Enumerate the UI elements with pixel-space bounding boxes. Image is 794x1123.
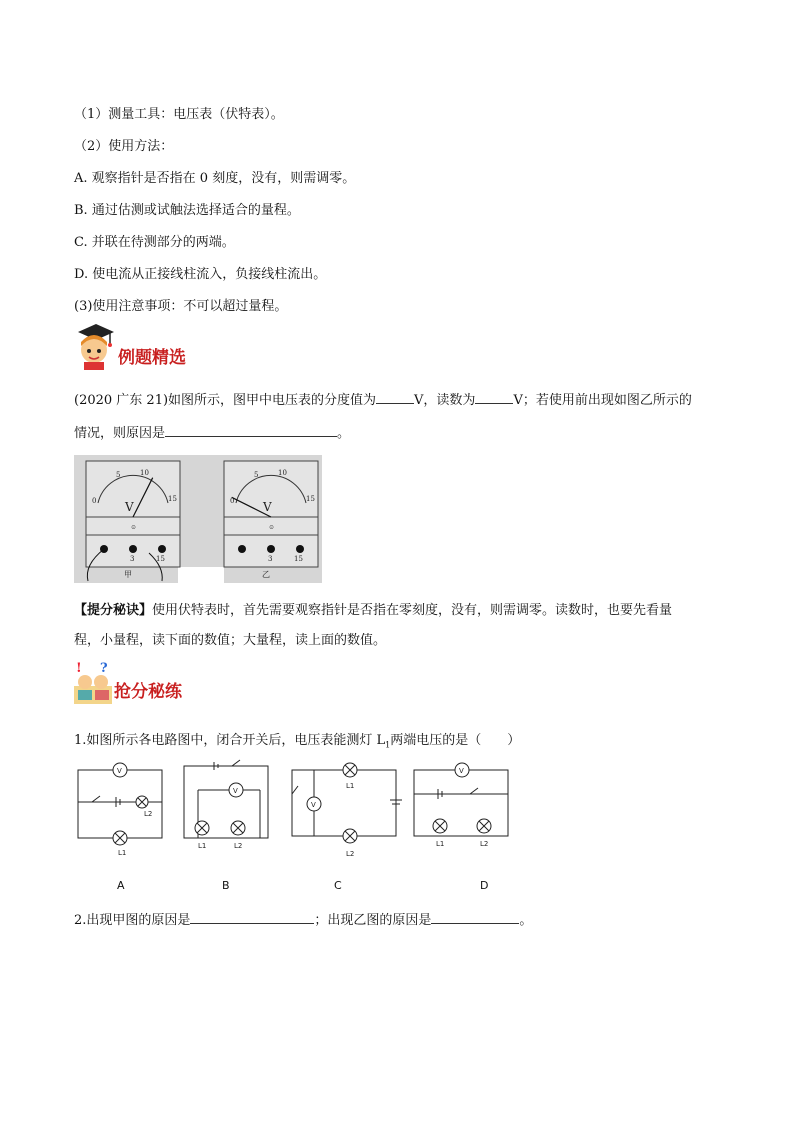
- tool-line: （1）测量工具：电压表（伏特表）。: [74, 107, 284, 122]
- scale-tick-label: 5: [116, 471, 121, 479]
- method-heading: （2）使用方法：: [74, 139, 174, 154]
- practice-question-2: 2.出现甲图的原因是 ；出现乙图的原因是 。: [74, 913, 533, 928]
- svg-text:⊙: ⊙: [269, 524, 275, 531]
- students-question-icon: [74, 660, 112, 704]
- circuit-diagrams: [74, 758, 514, 868]
- circuit-label: L1: [118, 849, 127, 857]
- terminal-label: 3: [130, 555, 135, 563]
- student-mascot-icon: [74, 322, 116, 370]
- caution-line: (3)使用注意事项：不可以超过量程。: [74, 299, 288, 314]
- svg-text:⊙: ⊙: [131, 524, 137, 531]
- example-question-line1: (2020 广东 21)如图所示，图甲中电压表的分度值为 V，读数为 V；若使用前出现如图乙所示的: [74, 393, 692, 408]
- option-d[interactable]: D: [480, 879, 489, 892]
- circuit-label: L2: [346, 850, 355, 858]
- practice-heading-title: 抢分秘练: [114, 682, 182, 702]
- scale-tick-label: 15: [306, 495, 315, 503]
- meter-caption: 甲: [124, 570, 132, 579]
- answer-blank[interactable]: [431, 911, 519, 924]
- answer-blank[interactable]: [475, 391, 513, 404]
- practice-heading: [74, 660, 182, 704]
- voltmeter-figure: [74, 455, 322, 583]
- terminal-label: 15: [156, 555, 165, 563]
- circuit-label: L1: [436, 840, 445, 848]
- answer-blank[interactable]: [376, 391, 414, 404]
- method-item-a: A. 观察指针是否指在 0 刻度，没有，则需调零。: [74, 171, 356, 186]
- voltmeter-right: [224, 461, 318, 579]
- circuit-b: [184, 760, 268, 838]
- voltmeter-left: [86, 461, 180, 581]
- circuit-label: L1: [198, 842, 207, 850]
- scale-tick-label: 10: [140, 469, 149, 477]
- method-item-b: B. 通过估测或试触法选择适合的量程。: [74, 203, 300, 218]
- option-c[interactable]: C: [334, 879, 342, 892]
- answer-blank[interactable]: [190, 911, 314, 924]
- circuit-label: V: [233, 787, 238, 795]
- scale-tick-label: 0: [230, 497, 235, 505]
- circuit-label: V: [117, 767, 122, 775]
- method-item-c: C. 并联在待测部分的两端。: [74, 235, 235, 250]
- meter-caption: 乙: [262, 570, 270, 579]
- svg-text:?: ?: [100, 661, 108, 676]
- method-item-d: D. 使电流从正接线柱流入，负接线柱流出。: [74, 267, 327, 282]
- terminal-label: 15: [294, 555, 303, 563]
- tip-label: 【提分秘诀】: [74, 603, 153, 618]
- voltmeter-symbol: V: [125, 500, 134, 514]
- tip-paragraph: 【提分秘诀】使用伏特表时，首先需要观察指针是否指在零刻度，没有，则需调零。读数时，也要先看量 程，小量程，读下面的数值；大量程，读上面的数值。: [74, 603, 673, 648]
- circuit-label: V: [311, 801, 316, 809]
- circuit-label: L2: [144, 810, 153, 818]
- scale-tick-label: 10: [278, 469, 287, 477]
- option-a[interactable]: A: [117, 879, 125, 892]
- option-b[interactable]: B: [222, 879, 230, 892]
- answer-blank[interactable]: [165, 424, 337, 437]
- scale-tick-label: 15: [168, 495, 177, 503]
- example-heading-title: 例题精选: [118, 348, 186, 368]
- circuit-c: [292, 763, 402, 843]
- circuit-label: V: [459, 767, 464, 775]
- circuit-label: L2: [480, 840, 489, 848]
- terminal-label: 3: [268, 555, 273, 563]
- practice-question-1: 1.如图所示各电路图中，闭合开关后，电压表能测灯 $L_1$两端电压的是（ ）: [74, 733, 521, 750]
- example-heading: [74, 322, 186, 370]
- svg-text:!: !: [76, 661, 82, 676]
- voltmeter-photo: [74, 455, 322, 583]
- scale-tick-label: 5: [254, 471, 259, 479]
- circuit-a: [78, 763, 162, 845]
- circuit-label: L2: [234, 842, 243, 850]
- voltmeter-symbol: V: [263, 500, 272, 514]
- scale-tick-label: 0: [92, 497, 97, 505]
- circuit-label: L1: [346, 782, 355, 790]
- example-question-line2: 情况，则原因是 。: [74, 426, 351, 441]
